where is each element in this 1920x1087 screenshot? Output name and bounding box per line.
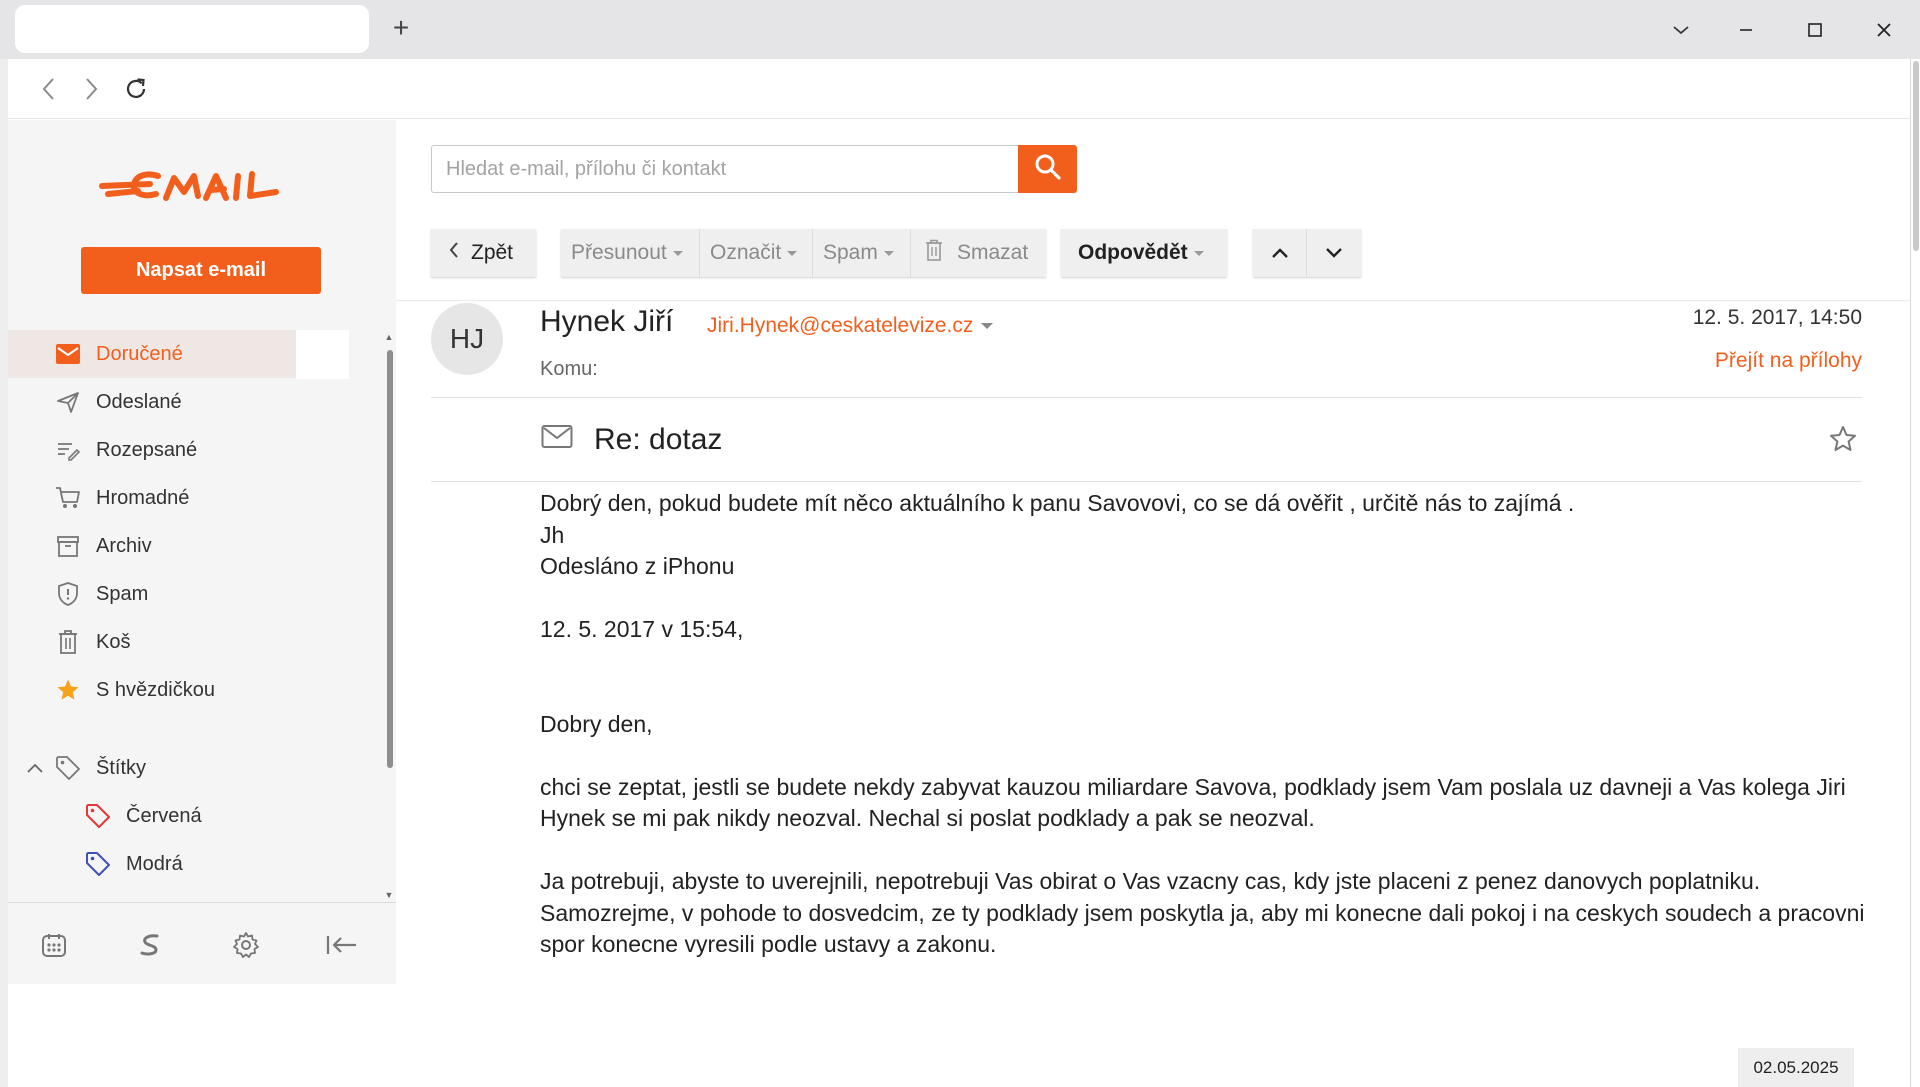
- trash-icon: [925, 239, 943, 267]
- caret-down-icon: [1194, 251, 1204, 256]
- body-line: Dobry den,: [540, 710, 653, 737]
- quote-date: 12. 5. 2017 v 15:54,: [540, 616, 744, 642]
- tag-icon: [54, 754, 82, 782]
- body-paragraph: Ja potrebuji, abyste to uverejnili, nepotrebuji Vas obirat o Vas vzacny cas, kdy jste placeni z penez danovych poplatniku. Samozrejme, v pohode to dosvedcim, ze ty podklady jsem poskytla ja, aby mi konecne dali pokoj i na ceskych soudech a pracovni spor konecne vyresili podle ustavy a zakonu.: [540, 868, 1865, 957]
- page-scrollbar[interactable]: [1910, 59, 1920, 1087]
- move-button[interactable]: [561, 229, 700, 277]
- next-message-button[interactable]: [1307, 229, 1361, 277]
- back-icon[interactable]: [30, 71, 66, 107]
- recipient-label: Komu:: [540, 358, 598, 380]
- folder-label: Hromadné: [96, 486, 190, 509]
- previous-message-button[interactable]: [1253, 229, 1307, 277]
- folder-hover-area: [296, 330, 349, 379]
- folder-label: S hvězdičkou: [96, 678, 215, 701]
- drafts-icon: [54, 436, 82, 464]
- tag-blue-icon: [84, 850, 112, 878]
- folder-label: Archiv: [96, 534, 152, 557]
- mark-button[interactable]: [700, 229, 813, 277]
- inbox-icon: [54, 340, 82, 368]
- star-icon: [54, 676, 82, 704]
- browser-tab-bar: [0, 0, 1920, 59]
- labels-header[interactable]: [8, 744, 296, 792]
- message-body: [540, 488, 1880, 961]
- caret-down-icon: [884, 251, 894, 256]
- scroll-up-arrow-icon[interactable]: ▲: [384, 332, 394, 342]
- calendar-icon[interactable]: [34, 925, 74, 965]
- folder-label: Rozepsané: [96, 438, 198, 461]
- sidebar: [8, 120, 396, 984]
- folder-archive[interactable]: [8, 522, 296, 570]
- folder-trash[interactable]: [8, 618, 296, 666]
- search-bar: [431, 145, 1077, 193]
- message-subject: Re: dotaz: [594, 423, 723, 456]
- archive-icon: [54, 532, 82, 560]
- sidebar-scrollbar[interactable]: [382, 330, 396, 898]
- cart-icon: [54, 484, 82, 512]
- spam-label: Spam: [823, 241, 878, 264]
- email-logo[interactable]: [98, 158, 318, 218]
- label-blue[interactable]: [8, 840, 296, 888]
- label-text: Červená: [126, 804, 202, 827]
- toolbar-divider: [396, 300, 1910, 301]
- chevron-down-icon: [1325, 241, 1343, 265]
- folder-label: Doručené: [96, 342, 183, 365]
- search-input[interactable]: [431, 145, 1019, 193]
- attachments-link[interactable]: Přejít na přílohy: [1714, 349, 1862, 372]
- sidebar-bottom-bar: [8, 902, 396, 984]
- shield-icon: [54, 580, 82, 608]
- folder-spam[interactable]: [8, 570, 296, 618]
- message-date: 12. 5. 2017, 14:50: [1692, 306, 1862, 329]
- window-frame-left: [0, 59, 8, 1087]
- collapse-sidebar-icon[interactable]: [322, 925, 362, 965]
- header-divider: [431, 397, 1862, 398]
- browser-nav-bar: [8, 59, 1910, 119]
- search-icon: [1034, 153, 1062, 186]
- minimize-icon[interactable]: [1726, 10, 1766, 50]
- taskbar-date: 02.05.2025: [1738, 1048, 1854, 1087]
- body-line: Dobrý den, pokud budete mít něco aktuálního k panu Savovovi, co se dá ověřit , určitě nás to zajímá .: [540, 490, 1575, 516]
- back-button[interactable]: [431, 229, 536, 277]
- folder-label: Koš: [96, 630, 131, 653]
- trash-icon: [54, 628, 82, 656]
- forward-icon[interactable]: [74, 71, 110, 107]
- spam-button[interactable]: [813, 229, 911, 277]
- page-scrollbar-thumb[interactable]: [1913, 61, 1919, 251]
- folder-label: Odeslané: [96, 390, 182, 413]
- star-outline-icon[interactable]: [1828, 424, 1858, 454]
- body-paragraph: chci se zeptat, jestli se budete nekdy zabyvat kauzou miliardare Savova, podklady jsem Vam poslala uz davneji a Vas kolega Jiri Hynek se mi pak nikdy neozval. Nechal si poslat podklady a pak se neozval.: [540, 773, 1846, 831]
- reload-icon[interactable]: [118, 71, 154, 107]
- caret-down-icon[interactable]: [981, 323, 993, 329]
- compose-button[interactable]: Napsat e-mail: [81, 247, 321, 294]
- label-text: Modrá: [126, 852, 183, 875]
- action-button-group: [561, 229, 1046, 277]
- folder-inbox[interactable]: [8, 330, 296, 378]
- chevron-up-icon[interactable]: [26, 758, 44, 781]
- reply-label: Odpovědět: [1078, 241, 1188, 264]
- close-window-icon[interactable]: [1864, 10, 1904, 50]
- message-nav-group: [1253, 229, 1361, 277]
- folder-drafts[interactable]: [8, 426, 296, 474]
- chevron-up-icon: [1271, 241, 1289, 265]
- reply-button[interactable]: [1061, 229, 1227, 277]
- move-label: Přesunout: [571, 241, 667, 264]
- mark-label: Označit: [710, 241, 782, 264]
- send-icon: [54, 388, 82, 416]
- chevron-left-icon: [449, 241, 459, 265]
- caret-down-icon: [673, 251, 683, 256]
- seznam-icon[interactable]: [130, 925, 170, 965]
- envelope-icon: [541, 424, 573, 450]
- scroll-down-arrow-icon[interactable]: ▼: [384, 890, 394, 900]
- labels-header-text: Štítky: [96, 756, 147, 779]
- caret-down-icon: [787, 251, 797, 256]
- folder-label: Spam: [96, 582, 149, 605]
- settings-gear-icon[interactable]: [226, 925, 266, 965]
- tag-red-icon: [84, 802, 112, 830]
- avatar: HJ: [431, 303, 503, 375]
- sender-name: Hynek Jiří: [540, 305, 674, 338]
- folder-sent[interactable]: [8, 378, 296, 426]
- body-line: Odesláno z iPhonu: [540, 553, 735, 579]
- subject-divider: [431, 481, 1862, 482]
- maximize-icon[interactable]: [1795, 10, 1835, 50]
- label-red[interactable]: [8, 792, 296, 840]
- folder-bulk[interactable]: [8, 474, 296, 522]
- sender-email[interactable]: [707, 314, 993, 338]
- browser-tab[interactable]: [15, 5, 369, 53]
- sender-email-text: Jiri.Hynek@ceskatelevize.cz: [707, 314, 974, 337]
- back-label: Zpět: [471, 241, 514, 264]
- tab-list-chevron-icon[interactable]: [1661, 10, 1701, 50]
- search-button[interactable]: [1018, 145, 1077, 193]
- new-tab-button[interactable]: +: [392, 12, 410, 43]
- delete-button[interactable]: [911, 229, 1046, 277]
- folder-starred[interactable]: [8, 666, 296, 714]
- sidebar-scrollbar-thumb[interactable]: [387, 350, 393, 768]
- body-line: Jh: [540, 521, 565, 548]
- delete-label: Smazat: [957, 241, 1029, 264]
